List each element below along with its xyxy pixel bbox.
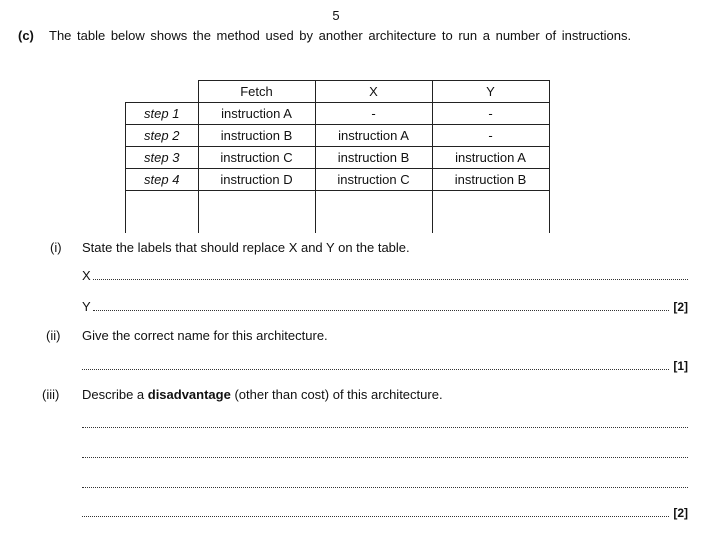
- y-cell: instruction A: [432, 147, 549, 169]
- answer-line-iii-3[interactable]: [82, 476, 688, 491]
- marks-label: [2]: [673, 506, 688, 520]
- question-iii-text: [82, 387, 443, 402]
- dotted-line: [93, 309, 670, 311]
- table-row: [126, 103, 550, 125]
- empty-cell: [126, 191, 199, 234]
- answer-line-ii[interactable]: [82, 358, 688, 373]
- answer-line-x[interactable]: [82, 268, 688, 283]
- answer-line-iii-2[interactable]: [82, 446, 688, 461]
- step-label: step 4: [126, 169, 199, 191]
- question-iii-bold-word: disadvantage: [147, 387, 231, 402]
- question-ii-number: (ii): [46, 328, 61, 343]
- question-i-text: State the labels that should replace X and Y on the table.: [82, 240, 410, 255]
- page-number: 5: [332, 8, 340, 23]
- dotted-line: [93, 278, 688, 280]
- empty-cell: [198, 191, 315, 234]
- dotted-line: [82, 486, 688, 488]
- empty-cell: [315, 191, 432, 234]
- fetch-cell: instruction A: [198, 103, 315, 125]
- table-header-x: X: [315, 81, 432, 103]
- step-label: step 3: [126, 147, 199, 169]
- x-cell: instruction A: [315, 125, 432, 147]
- y-cell: -: [432, 125, 549, 147]
- question-i-number: (i): [50, 240, 62, 255]
- marks-label: [1]: [673, 359, 688, 373]
- answer-prefix-y: Y: [82, 299, 91, 314]
- fetch-cell: instruction C: [198, 147, 315, 169]
- question-iii-number: (iii): [42, 387, 60, 402]
- table-empty-row: [126, 191, 550, 234]
- table-row: [126, 125, 550, 147]
- table-corner-cell: [126, 81, 199, 103]
- marks-label: [2]: [673, 300, 688, 314]
- answer-line-iii-4[interactable]: [82, 505, 688, 520]
- answer-line-y[interactable]: [82, 299, 688, 314]
- table-row: [126, 147, 550, 169]
- fetch-cell: instruction B: [198, 125, 315, 147]
- table-header-y: Y: [432, 81, 549, 103]
- dotted-line: [82, 426, 688, 428]
- step-label: step 1: [126, 103, 199, 125]
- question-iii-text-before: Describe a: [82, 387, 148, 402]
- step-label: step 2: [126, 125, 199, 147]
- x-cell: instruction C: [315, 169, 432, 191]
- y-cell: -: [432, 103, 549, 125]
- dotted-line: [82, 456, 688, 458]
- empty-cell: [432, 191, 549, 234]
- y-cell: instruction B: [432, 169, 549, 191]
- question-ii-text: Give the correct name for this architecture.: [82, 328, 328, 343]
- part-intro-text: The table below shows the method used by another architecture to run a number of instructions.: [49, 28, 632, 43]
- answer-prefix-x: X: [82, 268, 91, 283]
- table-row: [126, 169, 550, 191]
- part-label: (c): [18, 28, 34, 43]
- answer-line-iii-1[interactable]: [82, 416, 688, 431]
- x-cell: -: [315, 103, 432, 125]
- dotted-line: [82, 515, 669, 517]
- fetch-cell: instruction D: [198, 169, 315, 191]
- architecture-table: [125, 80, 550, 233]
- dotted-line: [82, 368, 669, 370]
- table-header-row: [126, 81, 550, 103]
- x-cell: instruction B: [315, 147, 432, 169]
- question-iii-text-after: (other than cost) of this architecture.: [230, 387, 443, 402]
- table-header-fetch: Fetch: [198, 81, 315, 103]
